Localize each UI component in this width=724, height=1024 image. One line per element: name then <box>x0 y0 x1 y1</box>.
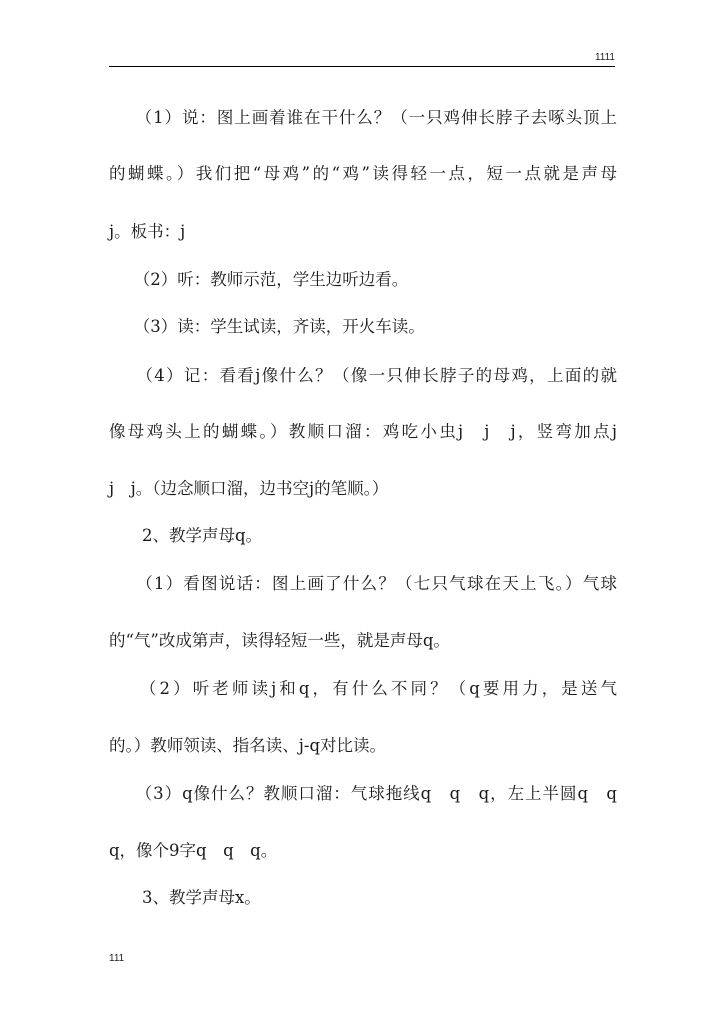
page-footer-number: 111 <box>109 953 125 964</box>
text-line: （2）听：教师示范，学生边听边看。 <box>109 270 409 289</box>
text-line: （3）q像什么？教顺口溜：气球拖线q q q，左上半圆q q <box>109 784 617 803</box>
text-line: j。板书：j <box>109 222 186 241</box>
text-line: 的。）教师领读、指名读、j-q对比读。 <box>109 736 387 755</box>
page-header-number: 1111 <box>594 52 615 63</box>
text-line: j j。（边念顺口溜，边书空j的笔顺。） <box>109 479 389 498</box>
text-line: （1）说：图上画着谁在干什么？（一只鸡伸长脖子去啄头顶上 <box>109 108 617 127</box>
text-line: 2、教学声母q。 <box>109 526 263 545</box>
text-line: 的蝴蝶。）我们把“母鸡”的“鸡”读得轻一点，短一点就是声母 <box>109 164 617 183</box>
text-line: q，像个9字q q q。 <box>109 841 278 860</box>
text-line: （4）记：看看j像什么？（像一只伸长脖子的母鸡，上面的就 <box>109 366 617 385</box>
text-line: （3）读：学生试读，齐读，开火车读。 <box>109 317 425 336</box>
text-line: 的“气”改成第声，读得轻短一些，就是声母q。 <box>109 631 450 650</box>
text-line: （1）看图说话：图上画了什么？（七只气球在天上飞。）气球 <box>109 574 617 593</box>
text-line: （2）听老师读j和q，有什么不同？（q要用力，是送气 <box>109 679 617 698</box>
text-line: 像母鸡头上的蝴蝶。）教顺口溜：鸡吃小虫j j j，竖弯加点j <box>109 422 617 441</box>
text-line: 3、教学声母x。 <box>109 888 261 907</box>
header-rule <box>109 66 615 67</box>
